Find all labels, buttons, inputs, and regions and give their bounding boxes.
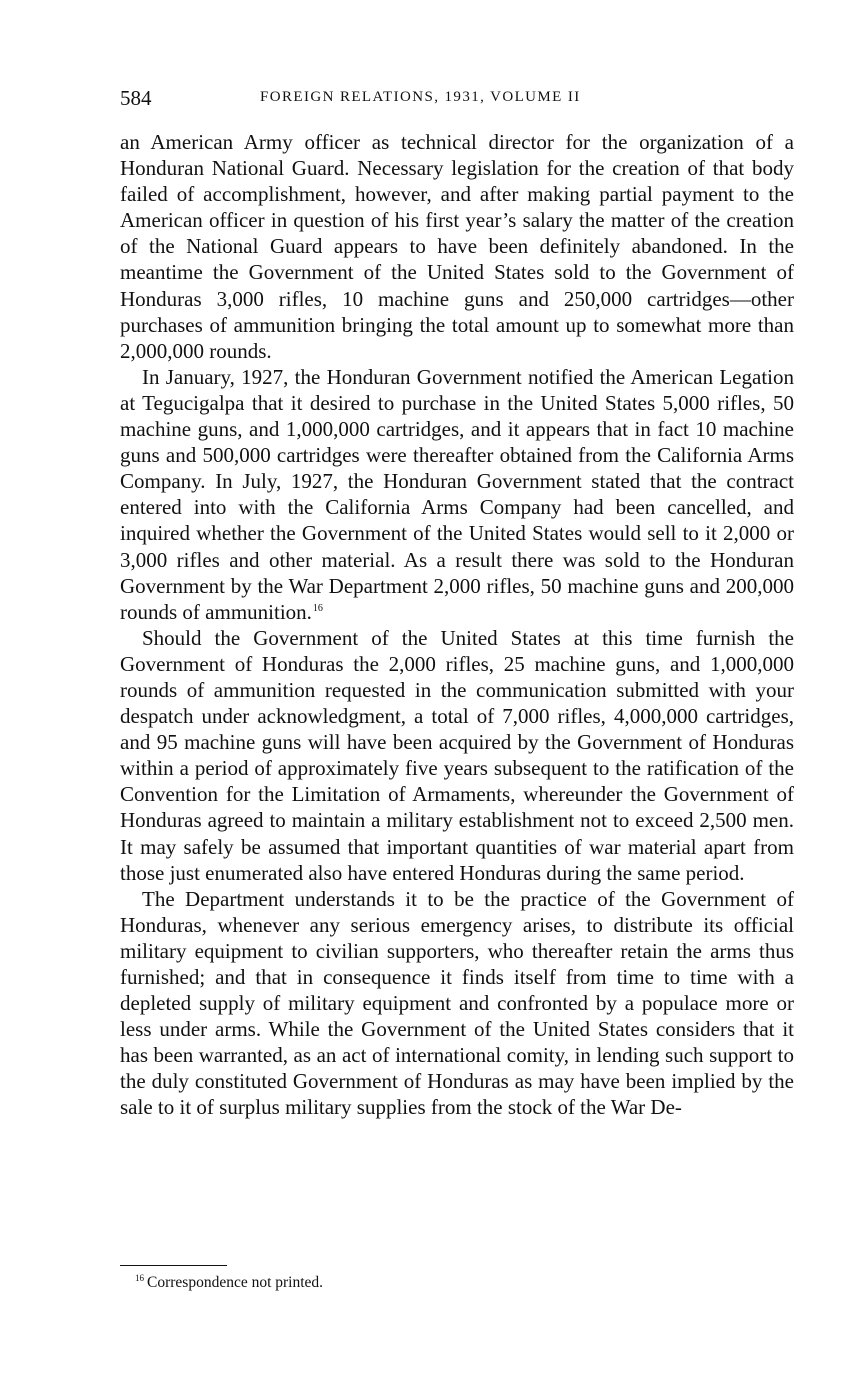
footnote-reference: 16 (312, 602, 323, 614)
footnote-text: Correspondence not printed. (147, 1274, 324, 1292)
running-head: FOREIGN RELATIONS, 1931, VOLUME II (260, 89, 581, 105)
paragraph-4-text: The Department understands it to be the practice of the Government of Honduras, whenever any serious emergency arises, to distribute its official military equipment to civilian supporters, who thereafter retain the arms thus furnished; and that in consequence it finds itself from time to time with a depleted supply of military equipment and confronted by a populace more or less under arms. While the Government of the United States considers that it has been warranted, as an act of international comity, in lending such support to the duly constituted Government of Honduras as may have been implied by the sale to it of surplus military supplies from the stock of the War De- (120, 886, 794, 1120)
page-number: 584 (120, 86, 152, 110)
footnote-marker: 16 (135, 1273, 144, 1283)
page-header (120, 86, 800, 116)
footnote-divider (120, 1265, 227, 1266)
paragraph-1-text: an American Army officer as technical director for the organization of a Honduran National Guard. Necessary legislation for the creation of that body failed of accomplishment, however, and after making partial payment to the American officer in question of his first year’s salary the matter of the creation of the National Guard appears to have been definitely abandoned. In the meantime the Government of the United States sold to the Government of Honduras 3,000 rifles, 10 machine guns and 250,000 cartridges—other purchases of ammunition bringing the total amount up to somewhat more than 2,000,000 rounds. (120, 130, 794, 363)
paragraph-2 (120, 364, 794, 625)
paragraph-3-text: Should the Government of the United States at this time furnish the Government of Honduras the 2,000 rifles, 25 machine guns, and 1,000,000 rounds of ammunition requested in the communication submitted with your despatch under acknowledgment, a total of 7,000 rifles, 4,000,000 cartridges, and 95 machine guns will have been acquired by the Government of Honduras within a period of approximately five years subsequent to the ratification of the Convention for the Limitation of Armaments, whereunder the Government of Honduras agreed to maintain a military establishment not to exceed 2,500 men. It may safely be assumed that important quantities of war material apart from those just enumerated also have entered Honduras during the same period. (120, 625, 794, 885)
paragraph-2-text: In January, 1927, the Honduran Government notified the American Legation at Tegucigalpa that it desired to purchase in the United States 5,000 rifles, 50 machine guns, and 1,000,000 cartridges, and it appears that in fact 10 machine guns and 500,000 cartridges were thereafter obtained from the California Arms Company. In July, 1927, the Honduran Government stated that the contract entered into with the California Arms Company had been cancelled, and inquired whether the Government of the United States would sell to it 2,000 or 3,000 rifles and other material. As a result there was sold to the Honduran Government by the War Department 2,000 rifles, 50 machine guns and 200,000 rounds of ammunition. (120, 364, 794, 624)
paragraph-3 (120, 625, 794, 886)
footnote (135, 1273, 323, 1292)
paragraph-4 (120, 886, 794, 1121)
paragraph-1 (120, 129, 794, 364)
body-text (120, 129, 794, 1121)
